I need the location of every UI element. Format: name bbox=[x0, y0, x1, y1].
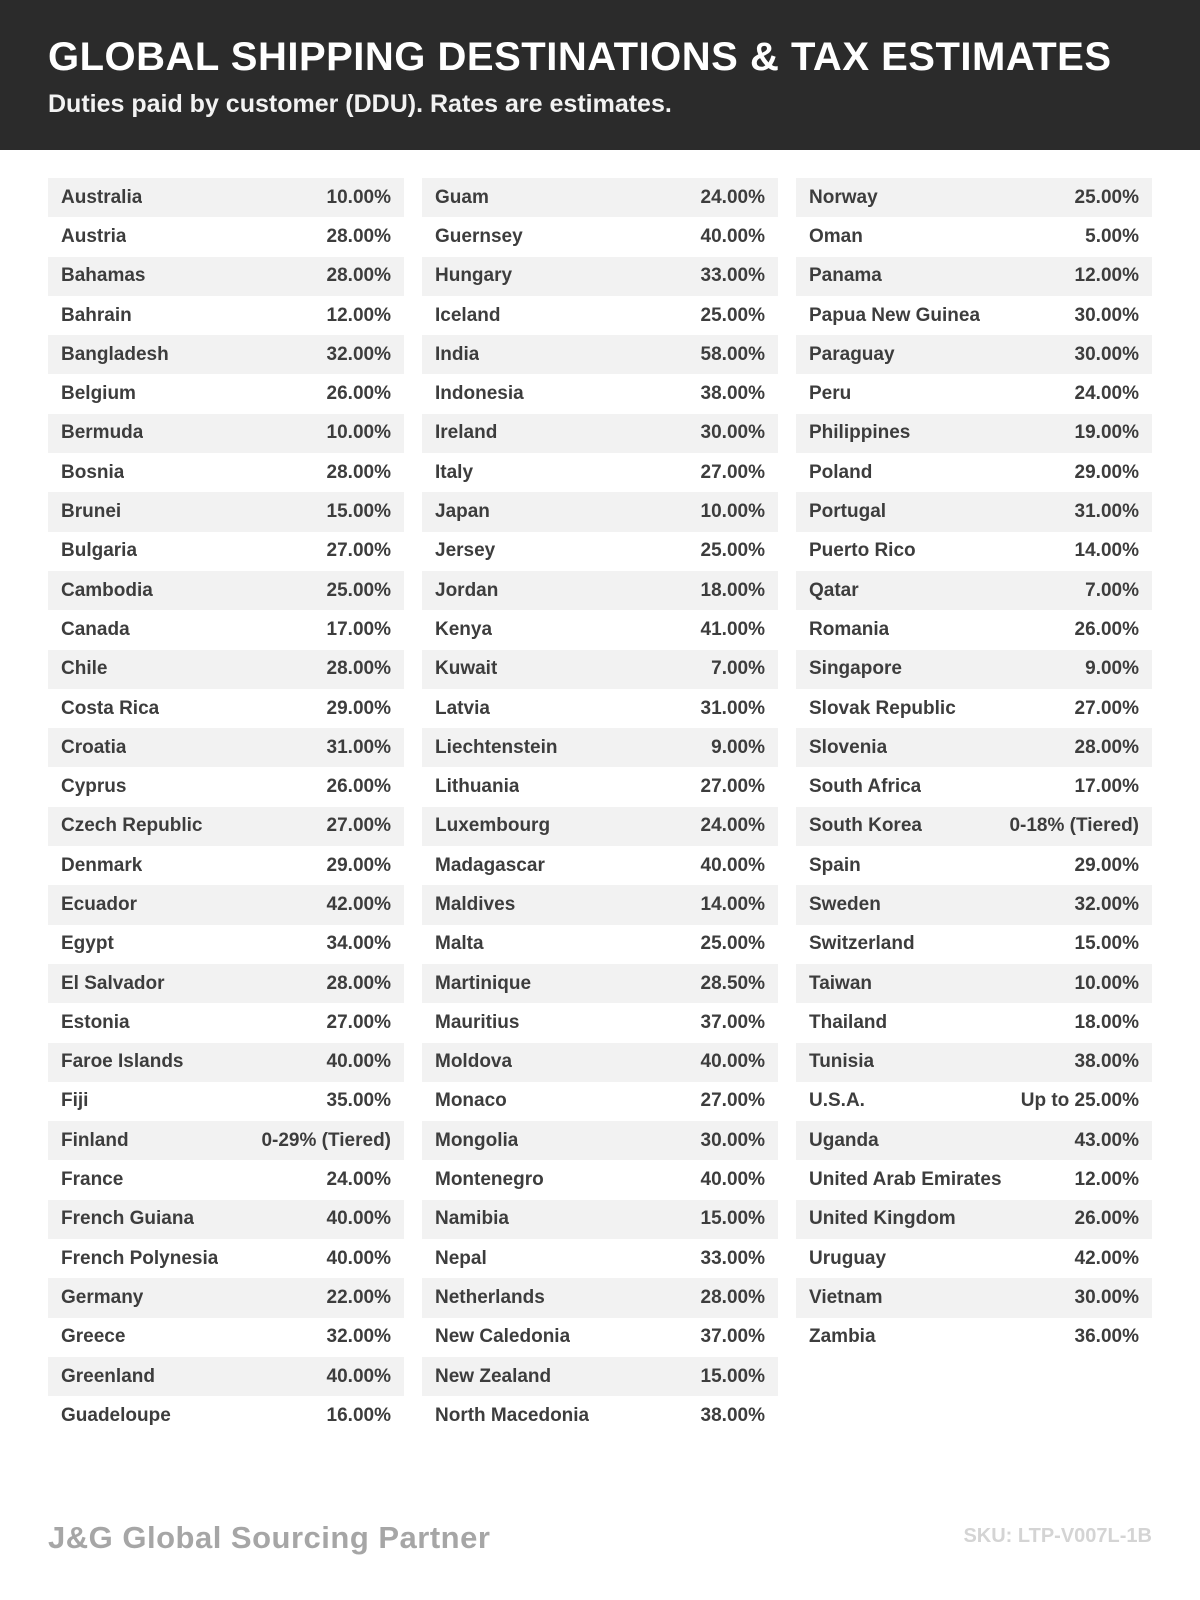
table-row bbox=[48, 374, 404, 413]
table-row bbox=[48, 532, 404, 571]
tax-rate: 12.00% bbox=[326, 304, 391, 326]
tax-rate: 28.00% bbox=[1074, 736, 1139, 758]
country-name: Bosnia bbox=[61, 461, 125, 483]
table-row bbox=[48, 217, 404, 256]
tax-rate: 17.00% bbox=[326, 618, 391, 640]
table-row bbox=[796, 1082, 1152, 1121]
country-name: Croatia bbox=[61, 736, 127, 758]
country-name: Costa Rica bbox=[61, 697, 160, 719]
country-name: Moldova bbox=[435, 1051, 513, 1073]
tax-rate: 25.00% bbox=[326, 579, 391, 601]
table-row bbox=[796, 846, 1152, 885]
tax-rate: 0-29% (Tiered) bbox=[261, 1129, 391, 1151]
country-name: Montenegro bbox=[435, 1169, 544, 1191]
tax-rate: 31.00% bbox=[700, 697, 765, 719]
country-name: New Zealand bbox=[435, 1365, 552, 1387]
table-row bbox=[422, 335, 778, 374]
table-row bbox=[796, 1043, 1152, 1082]
table-row bbox=[48, 728, 404, 767]
tax-rate: 26.00% bbox=[1074, 1208, 1139, 1230]
country-name: India bbox=[435, 343, 480, 365]
tax-rate: 16.00% bbox=[326, 1404, 391, 1426]
table-row bbox=[422, 1278, 778, 1317]
table-row bbox=[796, 1318, 1152, 1357]
country-name: Vietnam bbox=[809, 1286, 883, 1308]
table-row bbox=[796, 453, 1152, 492]
table-row bbox=[422, 846, 778, 885]
table-row bbox=[796, 728, 1152, 767]
country-name: South Africa bbox=[809, 776, 922, 798]
country-name: Iceland bbox=[435, 304, 501, 326]
tax-rate: 27.00% bbox=[700, 1090, 765, 1112]
table-row bbox=[796, 807, 1152, 846]
tax-rate: 32.00% bbox=[326, 1326, 391, 1348]
tax-rate: 38.00% bbox=[700, 383, 765, 405]
table-row bbox=[796, 178, 1152, 217]
country-name: Germany bbox=[61, 1286, 144, 1308]
tax-rate: 24.00% bbox=[326, 1169, 391, 1191]
tax-rate: 27.00% bbox=[326, 540, 391, 562]
country-name: Madagascar bbox=[435, 854, 545, 876]
tax-rate: 38.00% bbox=[1074, 1051, 1139, 1073]
tax-rate: 30.00% bbox=[1074, 304, 1139, 326]
table-row bbox=[796, 571, 1152, 610]
tax-rate: 0-18% (Tiered) bbox=[1009, 815, 1139, 837]
country-name: Philippines bbox=[809, 422, 911, 444]
country-name: Tunisia bbox=[809, 1051, 875, 1073]
table-row bbox=[48, 1318, 404, 1357]
tax-rate: 14.00% bbox=[700, 893, 765, 915]
table-row bbox=[48, 1357, 404, 1396]
table-row bbox=[48, 257, 404, 296]
tax-rate: 33.00% bbox=[700, 265, 765, 287]
country-name: Japan bbox=[435, 501, 490, 523]
tax-rate: 34.00% bbox=[326, 933, 391, 955]
country-name: Guam bbox=[435, 186, 489, 208]
tax-rate: 29.00% bbox=[326, 697, 391, 719]
tax-rate: 30.00% bbox=[700, 422, 765, 444]
tax-rate: 26.00% bbox=[1074, 618, 1139, 640]
tax-rate: 29.00% bbox=[1074, 461, 1139, 483]
country-name: Canada bbox=[61, 618, 130, 640]
table-row bbox=[48, 925, 404, 964]
tax-rate: 10.00% bbox=[1074, 972, 1139, 994]
table-row bbox=[422, 1357, 778, 1396]
country-name: Mongolia bbox=[435, 1129, 519, 1151]
country-name: Peru bbox=[809, 383, 852, 405]
table-row bbox=[48, 1121, 404, 1160]
table-row bbox=[48, 571, 404, 610]
country-name: New Caledonia bbox=[435, 1326, 571, 1348]
tax-rate: 28.00% bbox=[326, 972, 391, 994]
tax-rate: 31.00% bbox=[326, 736, 391, 758]
table-row bbox=[422, 571, 778, 610]
country-name: Bahrain bbox=[61, 304, 132, 326]
tax-rate: 15.00% bbox=[700, 1208, 765, 1230]
tax-rate: 35.00% bbox=[326, 1090, 391, 1112]
country-name: Panama bbox=[809, 265, 882, 287]
tax-rate: 18.00% bbox=[1074, 1011, 1139, 1033]
table-row bbox=[422, 178, 778, 217]
country-name: Jersey bbox=[435, 540, 496, 562]
table-row bbox=[48, 335, 404, 374]
table-row bbox=[422, 257, 778, 296]
country-name: Latvia bbox=[435, 697, 490, 719]
table-row bbox=[48, 1278, 404, 1317]
country-name: Hungary bbox=[435, 265, 513, 287]
tax-rate: 40.00% bbox=[326, 1208, 391, 1230]
tax-rate: 31.00% bbox=[1074, 501, 1139, 523]
tax-rate: 12.00% bbox=[1074, 265, 1139, 287]
table-row bbox=[48, 650, 404, 689]
country-name: Bulgaria bbox=[61, 540, 138, 562]
table-row bbox=[48, 964, 404, 1003]
table-row bbox=[796, 1160, 1152, 1199]
table-row bbox=[796, 1278, 1152, 1317]
country-name: Greece bbox=[61, 1326, 126, 1348]
tax-rate: 12.00% bbox=[1074, 1169, 1139, 1191]
country-name: Thailand bbox=[809, 1011, 888, 1033]
table-row bbox=[796, 414, 1152, 453]
table-row bbox=[422, 453, 778, 492]
country-name: United Arab Emirates bbox=[809, 1169, 1002, 1191]
tax-rate: 25.00% bbox=[700, 933, 765, 955]
table-row bbox=[48, 296, 404, 335]
country-name: Indonesia bbox=[435, 383, 524, 405]
country-name: South Korea bbox=[809, 815, 922, 837]
tax-rate: 7.00% bbox=[711, 658, 765, 680]
table-row bbox=[48, 885, 404, 924]
table-row bbox=[422, 689, 778, 728]
country-name: Egypt bbox=[61, 933, 114, 955]
tax-rate: 38.00% bbox=[700, 1404, 765, 1426]
country-name: Singapore bbox=[809, 658, 902, 680]
tax-rate: 10.00% bbox=[700, 501, 765, 523]
tax-rate: 26.00% bbox=[326, 383, 391, 405]
table-row bbox=[796, 1239, 1152, 1278]
country-name: El Salvador bbox=[61, 972, 165, 994]
tax-rate: 25.00% bbox=[700, 304, 765, 326]
tax-rate: 40.00% bbox=[326, 1365, 391, 1387]
tax-rate: 28.00% bbox=[326, 225, 391, 247]
table-row bbox=[48, 689, 404, 728]
table-row bbox=[796, 610, 1152, 649]
tax-rate: 33.00% bbox=[700, 1247, 765, 1269]
country-name: Taiwan bbox=[809, 972, 872, 994]
brand-name: J&G Global Sourcing Partner bbox=[48, 1520, 491, 1555]
table-row bbox=[422, 1121, 778, 1160]
tax-rate: 42.00% bbox=[1074, 1247, 1139, 1269]
country-name: Puerto Rico bbox=[809, 540, 916, 562]
tax-rate: 43.00% bbox=[1074, 1129, 1139, 1151]
table-row bbox=[422, 1200, 778, 1239]
table-row bbox=[422, 532, 778, 571]
country-name: Ecuador bbox=[61, 893, 138, 915]
table-row bbox=[796, 925, 1152, 964]
country-name: Bermuda bbox=[61, 422, 144, 444]
tax-rate: 40.00% bbox=[326, 1247, 391, 1269]
tax-rate: 15.00% bbox=[700, 1365, 765, 1387]
table-row bbox=[48, 492, 404, 531]
country-name: Fiji bbox=[61, 1090, 89, 1112]
table-row bbox=[422, 374, 778, 413]
table-row bbox=[48, 1043, 404, 1082]
tax-rate: 22.00% bbox=[326, 1286, 391, 1308]
country-name: Slovak Republic bbox=[809, 697, 956, 719]
country-name: Bangladesh bbox=[61, 343, 169, 365]
country-name: Norway bbox=[809, 186, 878, 208]
tax-rate: 30.00% bbox=[1074, 343, 1139, 365]
tax-rate: 40.00% bbox=[326, 1051, 391, 1073]
country-name: Poland bbox=[809, 461, 873, 483]
tax-rate: 41.00% bbox=[700, 618, 765, 640]
country-name: Netherlands bbox=[435, 1286, 545, 1308]
tax-rate: 5.00% bbox=[1085, 225, 1139, 247]
country-name: Kenya bbox=[435, 618, 493, 640]
country-name: Namibia bbox=[435, 1208, 509, 1230]
country-name: Papua New Guinea bbox=[809, 304, 981, 326]
country-name: Portugal bbox=[809, 501, 887, 523]
table-row bbox=[422, 1003, 778, 1042]
table-row bbox=[422, 1043, 778, 1082]
table-row bbox=[48, 1239, 404, 1278]
tax-rate: 15.00% bbox=[1074, 933, 1139, 955]
tax-rate: 25.00% bbox=[700, 540, 765, 562]
table-row bbox=[422, 414, 778, 453]
tax-rate: 17.00% bbox=[1074, 776, 1139, 798]
country-name: Greenland bbox=[61, 1365, 155, 1387]
table-row bbox=[796, 374, 1152, 413]
table-row bbox=[422, 650, 778, 689]
country-name: Jordan bbox=[435, 579, 499, 601]
table-row bbox=[796, 885, 1152, 924]
country-name: Brunei bbox=[61, 501, 122, 523]
tax-rate: 28.50% bbox=[700, 972, 765, 994]
tax-rate: 10.00% bbox=[326, 422, 391, 444]
table-row bbox=[48, 453, 404, 492]
table-row bbox=[796, 689, 1152, 728]
table-row bbox=[796, 650, 1152, 689]
country-name: Spain bbox=[809, 854, 861, 876]
country-name: Australia bbox=[61, 186, 143, 208]
country-name: Czech Republic bbox=[61, 815, 203, 837]
table-row bbox=[48, 1160, 404, 1199]
tax-rate: 24.00% bbox=[700, 815, 765, 837]
tax-rate: 30.00% bbox=[700, 1129, 765, 1151]
country-name: Lithuania bbox=[435, 776, 520, 798]
country-name: Mauritius bbox=[435, 1011, 520, 1033]
country-name: Guadeloupe bbox=[61, 1404, 171, 1426]
tax-rate: 29.00% bbox=[1074, 854, 1139, 876]
tax-rate: 40.00% bbox=[700, 854, 765, 876]
tax-rate: 58.00% bbox=[700, 343, 765, 365]
table-row bbox=[422, 767, 778, 806]
country-name: Italy bbox=[435, 461, 474, 483]
country-name: Estonia bbox=[61, 1011, 130, 1033]
table-row bbox=[422, 492, 778, 531]
tax-rate: 14.00% bbox=[1074, 540, 1139, 562]
tax-rate: 27.00% bbox=[326, 1011, 391, 1033]
tax-rate: 19.00% bbox=[1074, 422, 1139, 444]
table-row bbox=[48, 178, 404, 217]
country-name: French Polynesia bbox=[61, 1247, 219, 1269]
tax-rate: 26.00% bbox=[326, 776, 391, 798]
country-name: Denmark bbox=[61, 854, 143, 876]
table-row bbox=[422, 1396, 778, 1435]
tax-rate: 9.00% bbox=[1085, 658, 1139, 680]
tax-rate: 37.00% bbox=[700, 1011, 765, 1033]
country-name: Nepal bbox=[435, 1247, 487, 1269]
tax-rate: 10.00% bbox=[326, 186, 391, 208]
country-name: Sweden bbox=[809, 893, 881, 915]
country-name: Maldives bbox=[435, 893, 516, 915]
table-row bbox=[48, 767, 404, 806]
table-row bbox=[422, 1239, 778, 1278]
country-name: Finland bbox=[61, 1129, 129, 1151]
country-name: Qatar bbox=[809, 579, 859, 601]
country-name: France bbox=[61, 1169, 124, 1191]
country-name: Romania bbox=[809, 618, 890, 640]
table-row bbox=[422, 925, 778, 964]
table-row bbox=[796, 492, 1152, 531]
tax-rate: 36.00% bbox=[1074, 1326, 1139, 1348]
country-name: Monaco bbox=[435, 1090, 507, 1112]
rates-column-1 bbox=[48, 178, 404, 1436]
country-name: Uganda bbox=[809, 1129, 879, 1151]
tax-rate: 42.00% bbox=[326, 893, 391, 915]
sku-label: SKU: LTP-V007L-1B bbox=[963, 1525, 1152, 1547]
country-name: United Kingdom bbox=[809, 1208, 956, 1230]
rates-table bbox=[0, 150, 1200, 1436]
tax-rate: 32.00% bbox=[1074, 893, 1139, 915]
table-row bbox=[796, 1003, 1152, 1042]
country-name: Austria bbox=[61, 225, 127, 247]
tax-rate: 40.00% bbox=[700, 1169, 765, 1191]
tax-rate: 30.00% bbox=[1074, 1286, 1139, 1308]
table-row bbox=[422, 1160, 778, 1199]
tax-rate: 27.00% bbox=[700, 461, 765, 483]
tax-rate: 27.00% bbox=[700, 776, 765, 798]
country-name: Switzerland bbox=[809, 933, 915, 955]
table-row bbox=[48, 610, 404, 649]
table-row bbox=[796, 1121, 1152, 1160]
country-name: Uruguay bbox=[809, 1247, 887, 1269]
rates-column-3 bbox=[796, 178, 1152, 1357]
tax-rate: 9.00% bbox=[711, 736, 765, 758]
tax-rate: 27.00% bbox=[326, 815, 391, 837]
tax-rate: 7.00% bbox=[1085, 579, 1139, 601]
country-name: Bahamas bbox=[61, 265, 146, 287]
country-name: Zambia bbox=[809, 1326, 876, 1348]
country-name: Malta bbox=[435, 933, 484, 955]
country-name: French Guiana bbox=[61, 1208, 195, 1230]
tax-rate: Up to 25.00% bbox=[1020, 1090, 1139, 1112]
country-name: U.S.A. bbox=[809, 1090, 865, 1112]
table-row bbox=[48, 1200, 404, 1239]
page-title: GLOBAL SHIPPING DESTINATIONS & TAX ESTIMATES bbox=[48, 35, 1112, 79]
country-name: Chile bbox=[61, 658, 108, 680]
tax-rate: 28.00% bbox=[700, 1286, 765, 1308]
table-row bbox=[422, 296, 778, 335]
country-name: Faroe Islands bbox=[61, 1051, 184, 1073]
country-name: Cambodia bbox=[61, 579, 153, 601]
table-row bbox=[422, 217, 778, 256]
page-header bbox=[0, 0, 1200, 150]
tax-rate: 28.00% bbox=[326, 461, 391, 483]
country-name: Paraguay bbox=[809, 343, 895, 365]
table-row bbox=[422, 610, 778, 649]
table-row bbox=[48, 1082, 404, 1121]
table-row bbox=[796, 257, 1152, 296]
table-row bbox=[422, 807, 778, 846]
country-name: Belgium bbox=[61, 383, 136, 405]
tax-rate: 18.00% bbox=[700, 579, 765, 601]
tax-rate: 25.00% bbox=[1074, 186, 1139, 208]
country-name: Kuwait bbox=[435, 658, 498, 680]
country-name: Luxembourg bbox=[435, 815, 551, 837]
table-row bbox=[48, 1396, 404, 1435]
table-row bbox=[422, 964, 778, 1003]
country-name: Cyprus bbox=[61, 776, 127, 798]
table-row bbox=[796, 767, 1152, 806]
country-name: Guernsey bbox=[435, 225, 523, 247]
country-name: Liechtenstein bbox=[435, 736, 558, 758]
tax-rate: 28.00% bbox=[326, 658, 391, 680]
tax-rate: 24.00% bbox=[1074, 383, 1139, 405]
rates-column-2 bbox=[422, 178, 778, 1436]
table-row bbox=[422, 885, 778, 924]
table-row bbox=[48, 414, 404, 453]
table-row bbox=[796, 1200, 1152, 1239]
table-row bbox=[796, 335, 1152, 374]
table-row bbox=[48, 1003, 404, 1042]
table-row bbox=[796, 532, 1152, 571]
tax-rate: 37.00% bbox=[700, 1326, 765, 1348]
table-row bbox=[796, 964, 1152, 1003]
tax-rate: 29.00% bbox=[326, 854, 391, 876]
table-row bbox=[48, 807, 404, 846]
tax-rate: 28.00% bbox=[326, 265, 391, 287]
tax-rate: 27.00% bbox=[1074, 697, 1139, 719]
country-name: Martinique bbox=[435, 972, 532, 994]
table-row bbox=[422, 1082, 778, 1121]
table-row bbox=[48, 846, 404, 885]
country-name: Oman bbox=[809, 225, 863, 247]
tax-rate: 40.00% bbox=[700, 225, 765, 247]
tax-rate: 32.00% bbox=[326, 343, 391, 365]
tax-rate: 15.00% bbox=[326, 501, 391, 523]
country-name: Slovenia bbox=[809, 736, 888, 758]
country-name: Ireland bbox=[435, 422, 498, 444]
page-subtitle: Duties paid by customer (DDU). Rates are estimates. bbox=[48, 90, 672, 118]
table-row bbox=[422, 728, 778, 767]
table-row bbox=[422, 1318, 778, 1357]
table-row bbox=[796, 296, 1152, 335]
table-row bbox=[796, 217, 1152, 256]
tax-rate: 24.00% bbox=[700, 186, 765, 208]
country-name: North Macedonia bbox=[435, 1404, 590, 1426]
tax-rate: 40.00% bbox=[700, 1051, 765, 1073]
